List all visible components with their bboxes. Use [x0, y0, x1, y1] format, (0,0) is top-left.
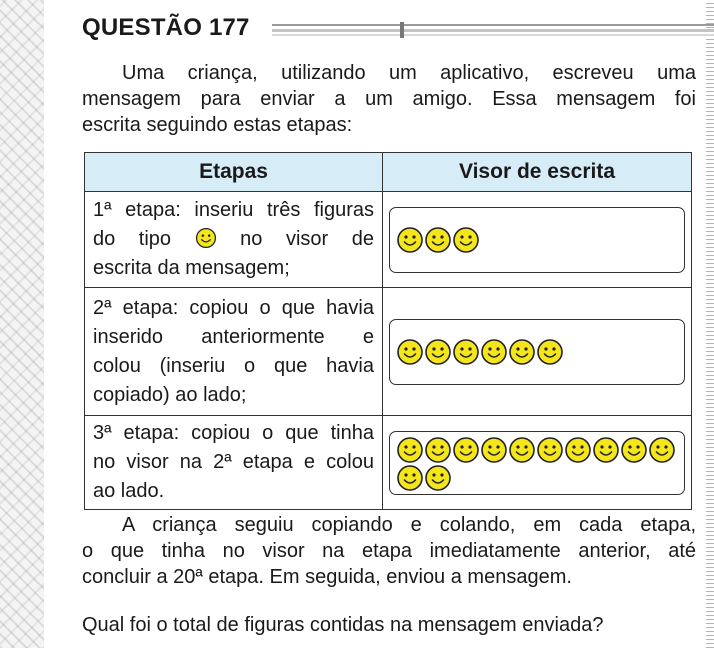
smiley-face-icon — [195, 227, 217, 249]
table-row — [85, 288, 692, 416]
smiley-face-icon — [452, 226, 480, 254]
table-row — [85, 192, 692, 288]
smiley-face-icon — [592, 436, 620, 464]
smiley-face-icon — [396, 226, 424, 254]
smiley-face-icon — [424, 464, 452, 492]
question-title: QUESTÃO 177 — [82, 14, 250, 41]
smiley-face-icon — [452, 436, 480, 464]
smiley-face-icon — [508, 436, 536, 464]
after-line-3: concluir a 20ª etapa. Em seguida, enviou a mensagem. — [82, 566, 572, 588]
intro-line-2: mensagem para enviar a um amigo. Essa mensagem foi — [82, 88, 696, 110]
decorative-right-border — [706, 0, 714, 648]
step-2-line-4: copiado) ao lado; — [93, 383, 247, 406]
step-2-line-1: 2ª etapa: copiou o que havia — [93, 296, 374, 319]
step-1-line-1: 1ª etapa: inseriu três figuras — [93, 199, 374, 221]
smiley-face-icon — [396, 338, 424, 366]
display-box — [389, 207, 685, 273]
step-3-description — [85, 416, 383, 510]
intro-line-1: Uma criança, utilizando um aplicativo, escreveu uma — [122, 62, 696, 84]
header-steps: Etapas — [85, 153, 383, 192]
step-1-description — [85, 192, 383, 288]
step-1-text-a: do tipo — [93, 228, 172, 250]
question-prompt: Qual foi o total de figuras contidas na mensagem enviada? — [82, 614, 604, 636]
steps-table — [84, 152, 692, 510]
intro-paragraph — [82, 60, 696, 138]
intro-line-3: escrita seguindo estas etapas: — [82, 114, 353, 136]
smiley-face-icon — [648, 436, 676, 464]
step-3-display — [383, 416, 692, 510]
step-2-line-3: colou (inseriu o que havia — [93, 354, 374, 377]
header-display: Visor de escrita — [383, 153, 692, 192]
after-line-2: o que tinha no visor na etapa imediatamente anterior, até — [82, 540, 696, 562]
smiley-face-icon — [396, 436, 424, 464]
smiley-face-icon — [620, 436, 648, 464]
smiley-face-icon — [508, 338, 536, 366]
smiley-face-icon — [424, 226, 452, 254]
smiley-face-icon — [424, 436, 452, 464]
after-paragraph — [82, 512, 696, 590]
smiley-face-icon — [536, 436, 564, 464]
step-3-line-3: ao lado. — [93, 480, 165, 502]
header-rule — [272, 24, 714, 36]
smiley-face-icon — [564, 436, 592, 464]
smiley-face-icon — [536, 338, 564, 366]
smiley-face-icon — [480, 338, 508, 366]
smiley-face-icon — [424, 338, 452, 366]
step-3-line-1: 3ª etapa: copiou o que tinha — [93, 422, 374, 444]
smiley-face-icon — [452, 338, 480, 366]
step-1-line-2 — [93, 225, 374, 254]
step-1-text-b: no visor de — [240, 228, 374, 250]
smiley-face-icon — [480, 436, 508, 464]
question-header — [82, 12, 698, 44]
step-3-line-2: no visor na 2ª etapa e colou — [93, 451, 374, 473]
step-2-display — [383, 288, 692, 416]
step-1-line-3: escrita da mensagem; — [93, 257, 290, 279]
display-box — [389, 431, 685, 495]
step-2-line-2: inserido anteriormente e — [93, 325, 374, 348]
table-header-row — [85, 153, 692, 192]
decorative-left-border — [0, 0, 44, 648]
table-row — [85, 416, 692, 510]
smiley-face-icon — [396, 464, 424, 492]
after-line-1: A criança seguiu copiando e colando, em cada etapa, — [122, 514, 696, 536]
display-box — [389, 319, 685, 385]
step-2-description — [85, 288, 383, 416]
step-1-display — [383, 192, 692, 288]
